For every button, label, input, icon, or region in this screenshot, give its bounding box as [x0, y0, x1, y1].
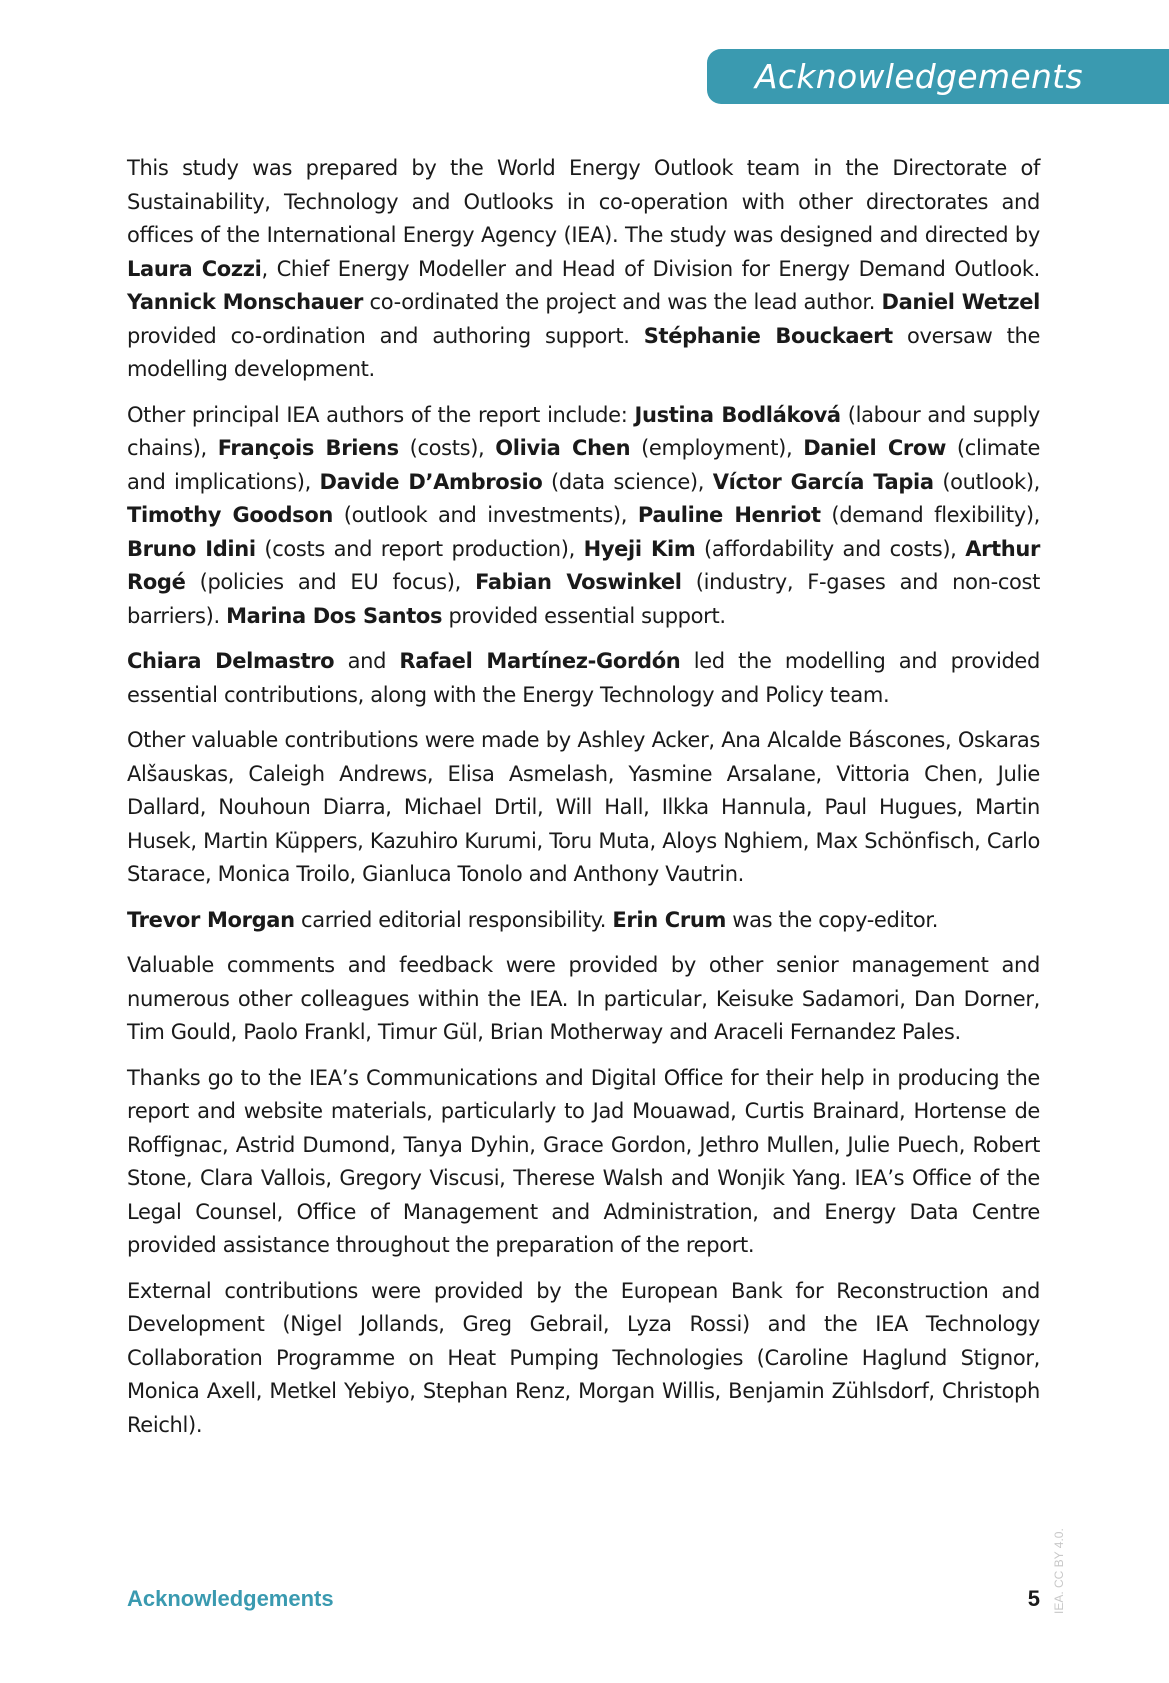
paragraph-text: (costs and report production),: [255, 536, 584, 561]
section-header-tab: [707, 49, 1169, 104]
paragraph-text: (costs),: [398, 436, 496, 460]
person-name: Víctor García Tapia: [712, 469, 934, 494]
paragraph-intro: [127, 152, 1040, 387]
person-name: Bruno Idini: [127, 536, 256, 561]
paragraph-text: co-ordinated the project and was the lead author.: [363, 290, 882, 314]
paragraph-text: External contributions were provided by the European Bank for Reconstruction and Development (Nigel Jollands, Greg Gebrail, Lyza Rossi) and the IEA Technology Collaboration Programme on Heat Pumping Technologies (Caroline Haglund Stignor, Monica Axell, Metkel Yebiyo, Stephan Renz, Morgan Willis, Benjamin Zühlsdorf, Christoph Reichl).: [127, 1278, 1040, 1437]
paragraph-principal-authors: [127, 399, 1040, 634]
person-name: Laura Cozzi: [127, 256, 262, 281]
paragraph-communications: [127, 1062, 1040, 1263]
acknowledgements-body: [127, 152, 1040, 1454]
paragraph-text: This study was prepared by the World Energy Outlook team in the Directorate of Sustainability, Technology and Outlooks in co-operation with other directorates and offices of the International Energy Agency (IEA). The study was designed and directed by: [127, 156, 1040, 247]
person-name: Olivia Chen: [495, 436, 631, 460]
paragraph-text: (affordability and costs),: [695, 536, 966, 561]
person-name: Marina Dos Santos: [226, 603, 443, 628]
paragraph-text: (employment),: [630, 436, 804, 460]
license-note: IEA. CC BY 4.0.: [1052, 1528, 1066, 1614]
paragraph-comments-feedback: [127, 949, 1040, 1050]
paragraph-text: Other principal IEA authors of the report include:: [127, 402, 635, 427]
paragraph-text: (labour and supply chains),: [127, 402, 1040, 460]
paragraph-text: (outlook),: [933, 469, 1040, 494]
person-name: Erin Crum: [612, 907, 726, 932]
paragraph-text: and: [334, 649, 400, 673]
person-name: Daniel Wetzel: [881, 290, 1040, 314]
paragraph-external-contributions: [127, 1275, 1040, 1443]
paragraph-text: Valuable comments and feedback were provided by other senior management and numerous other colleagues within the IEA. In particular, Keisuke Sadamori, Dan Dorner, Tim Gould, Paolo Frankl, Timur Gül, Brian Motherway and Araceli Fernandez Pales.: [127, 953, 1040, 1044]
person-name: Chiara Delmastro: [127, 649, 335, 673]
paragraph-text: (data science),: [542, 469, 713, 494]
person-name: Timothy Goodson: [127, 503, 334, 527]
page-number: 5: [1027, 1586, 1040, 1611]
footer-section-title: Acknowledgements: [127, 1586, 334, 1611]
paragraph-text: oversaw the modelling development.: [127, 323, 1041, 381]
paragraph-modelling: [127, 645, 1040, 712]
person-name: Hyeji Kim: [583, 536, 696, 561]
person-name: Justina Bodláková: [634, 402, 841, 427]
person-name: Daniel Crow: [803, 436, 947, 460]
paragraph-text: (industry, F-gases and non-cost barriers).: [127, 570, 1041, 628]
paragraph-text: (climate and implications),: [127, 436, 1041, 494]
paragraph-text: Other valuable contributions were made by Ashley Acker, Ana Alcalde Báscones, Oskaras Alšauskas, Caleigh Andrews, Elisa Asmelash, Yasmine Arsalane, Vittoria Chen, Julie Dallard, Nouhoun Diarra, Michael Drtil, Will Hall, Ilkka Hannula, Paul Hugues, Martin Husek, Martin Küppers, Kazuhiro Kurumi, Toru Muta, Aloys Nghiem, Max Schönfisch, Carlo Starace, Monica Troilo, Gianluca Tonolo and Anthony Vautrin.: [127, 728, 1040, 886]
paragraph-text: led the modelling and provided essential contributions, along with the Energy Technology and Policy team.: [127, 649, 1040, 707]
person-name: Yannick Monschauer: [127, 290, 364, 314]
person-name: François Briens: [217, 436, 399, 460]
paragraph-text: (policies and EU focus),: [185, 570, 476, 594]
paragraph-text: provided essential support.: [442, 603, 726, 628]
person-name: Davide D’Ambrosio: [319, 469, 543, 494]
paragraph-text: (outlook and investments),: [333, 503, 638, 527]
person-name: Pauline Henriot: [637, 503, 821, 527]
section-header-title: Acknowledgements: [755, 57, 1083, 96]
paragraph-text: carried editorial responsibility.: [294, 907, 613, 932]
person-name: Stéphanie Bouckaert: [643, 323, 893, 348]
person-name: Arthur Rogé: [127, 536, 1040, 594]
paragraph-text: provided co-ordination and authoring support.: [127, 323, 644, 348]
paragraph-editorial: [127, 904, 1040, 938]
paragraph-other-contributions: [127, 724, 1040, 892]
person-name: Trevor Morgan: [127, 907, 295, 932]
paragraph-text: (demand flexibility),: [820, 503, 1041, 527]
paragraph-text: Thanks go to the IEA’s Communications and Digital Office for their help in producing the report and website materials, particularly to Jad Mouawad, Curtis Brainard, Hortense de Roffignac, Astrid Dumond, Tanya Dyhin, Grace Gordon, Jethro Mullen, Julie Puech, Robert Stone, Clara Vallois, Gregory Viscusi, Therese Walsh and Wonjik Yang. IEA’s Office of the Legal Counsel, Office of Management and Administration, and Energy Data Centre provided assistance throughout the preparation of the report.: [127, 1065, 1040, 1257]
person-name: Rafael Martínez-Gordón: [399, 649, 681, 673]
paragraph-text: , Chief Energy Modeller and Head of Division for Energy Demand Outlook.: [261, 256, 1040, 281]
paragraph-text: was the copy-editor.: [725, 907, 939, 932]
person-name: Fabian Voswinkel: [475, 570, 682, 594]
